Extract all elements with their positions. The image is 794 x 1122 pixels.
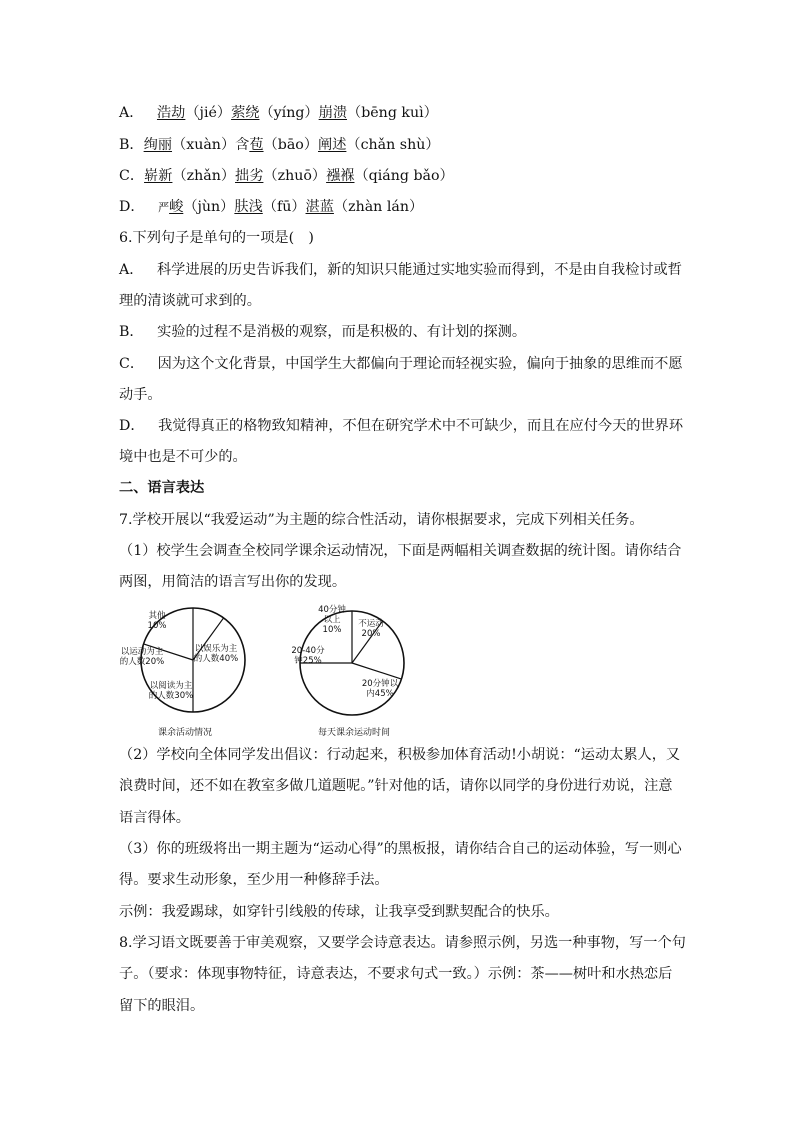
pinyin: （bēng kuì） <box>347 105 438 121</box>
word: 苞 <box>249 137 264 153</box>
word: 崭新 <box>144 168 173 184</box>
section-title: 二、语言表达 <box>119 480 205 496</box>
q7-example: 示例：我爱踢球，如穿针引线般的传球，让我享受到默契配合的快乐。 <box>119 904 559 920</box>
word: 湛蓝 <box>305 199 334 215</box>
q5-option-c <box>119 166 454 186</box>
q8-line2: 子。（要求：体现事物特征，诗意表达，不要求句式一致。）示例：茶——树叶和水热恋后 <box>119 966 673 982</box>
pinyin: （zhǎn） <box>172 168 236 184</box>
option-letter: C． <box>119 168 145 184</box>
q6-option-a <box>119 260 682 280</box>
q6-option-c <box>119 354 683 374</box>
pinyin: （qiáng bǎo） <box>354 168 454 184</box>
survey-charts <box>118 596 428 741</box>
pinyin: （chǎn shù） <box>346 137 440 153</box>
word: 峻 <box>169 199 184 215</box>
option-text: 科学进展的历史告诉我们，新的知识只能通过实地实验而得到，不是由自我检讨或哲 <box>156 262 682 278</box>
pie-chart-exercise-time <box>291 604 404 738</box>
pie-chart-activities <box>120 608 245 738</box>
pinyin: （jié） <box>185 105 232 121</box>
pinyin: （fū） <box>262 199 306 215</box>
word: 襁褓 <box>326 168 355 184</box>
word: 含 <box>235 137 250 153</box>
q8-line3: 留下的眼泪。 <box>119 998 205 1014</box>
pie-label: 不运动 20% <box>358 619 384 639</box>
q6-option-d <box>119 416 683 436</box>
option-text: 实验的过程不是消极的观察，而是积极的、有计划的探测。 <box>157 324 527 340</box>
pie-label: 以运动为主的人数20% <box>119 647 165 667</box>
word: 萦绕 <box>231 105 260 121</box>
word: 绚丽 <box>143 137 173 153</box>
q7-sub3-line2: 得。要求生动形象，至少用一种修辞手法。 <box>119 872 389 888</box>
q7-sub2-line3: 语言得体。 <box>119 810 190 826</box>
q5-option-d <box>119 197 423 218</box>
pie-label: 以娱乐为主的人数40% <box>193 644 239 664</box>
q7-sub1-line1: （1）校学生会调查全校同学课余运动情况，下面是两幅相关调查数据的统计图。请你结合 <box>119 543 682 559</box>
option-letter: D． <box>119 418 145 434</box>
pinyin: （zhàn lán） <box>333 199 424 215</box>
pie-label: 20分钟以内45% <box>361 679 399 699</box>
pie-label: 以阅读为主的人数30% <box>148 681 194 701</box>
word: 拙劣 <box>235 168 264 184</box>
word: 阐述 <box>318 137 347 153</box>
option-letter: C． <box>119 356 145 372</box>
chart-title: 每天课余运动时间 <box>318 728 391 738</box>
pie-label: 20-40分钟25% <box>291 646 325 666</box>
pie-label: 其他 10% <box>147 611 167 631</box>
pinyin: （yíng） <box>259 105 319 121</box>
q6-option-b <box>119 322 526 342</box>
q6-option-c-cont: 动手。 <box>119 387 162 403</box>
option-letter: D． <box>119 199 145 215</box>
q6-option-a-cont: 理的清谈就可求到的。 <box>119 293 261 309</box>
q5-option-b <box>119 135 440 155</box>
q7-sub2-line2: 浪费时间，还不如在教室多做几道题呢。”针对他的话，请你以同学的身份进行劝说，注意 <box>119 778 673 794</box>
word: 崩溃 <box>318 105 348 121</box>
word: 浩劫 <box>156 105 186 121</box>
q5-option-a <box>119 103 438 123</box>
option-text: 我觉得真正的格物致知精神，不但在研究学术中不可缺少，而且在应付今天的世界环 <box>158 418 684 434</box>
q6-option-d-cont: 境中也是不可少的。 <box>119 449 247 465</box>
option-letter: B． <box>119 137 144 153</box>
pie-label: 40分钟以上 10% <box>318 605 346 635</box>
pinyin: （zhuō） <box>263 168 327 184</box>
chart-title: 课余活动情况 <box>158 728 213 738</box>
option-letter: A． <box>119 105 144 121</box>
pinyin: （bāo） <box>263 137 319 153</box>
q8-line1: 8.学习语文既要善于审美观察，又要学会诗意表达。请参照示例，另选一种事物，写一个句 <box>119 935 686 951</box>
word: 严 <box>158 201 170 214</box>
option-text: 因为这个文化背景，中国学生大都偏向于理论而轻视实验，偏向于抽象的思维而不愿 <box>157 356 683 372</box>
pinyin: （xuàn） <box>172 137 236 153</box>
q7-sub2-line1: （2）学校向全体同学发出倡议：行动起来，积极参加体育活动!小胡说：“运动太累人，又 <box>119 747 681 763</box>
pinyin: （jùn） <box>183 199 235 215</box>
q6-stem: 6.下列句子是单句的一项是( ) <box>119 230 314 246</box>
option-letter: B． <box>119 324 144 340</box>
q7-sub3-line1: （3）你的班级将出一期主题为“运动心得”的黑板报，请你结合自己的运动体验，写一则心 <box>119 841 682 857</box>
q7-sub1-line2: 两图，用简洁的语言写出你的发现。 <box>119 574 347 590</box>
option-letter: A． <box>119 262 144 278</box>
word: 肤浅 <box>234 199 263 215</box>
q7-stem: 7.学校开展以“我爱运动”为主题的综合性活动，请你根据要求，完成下列相关任务。 <box>119 512 644 528</box>
